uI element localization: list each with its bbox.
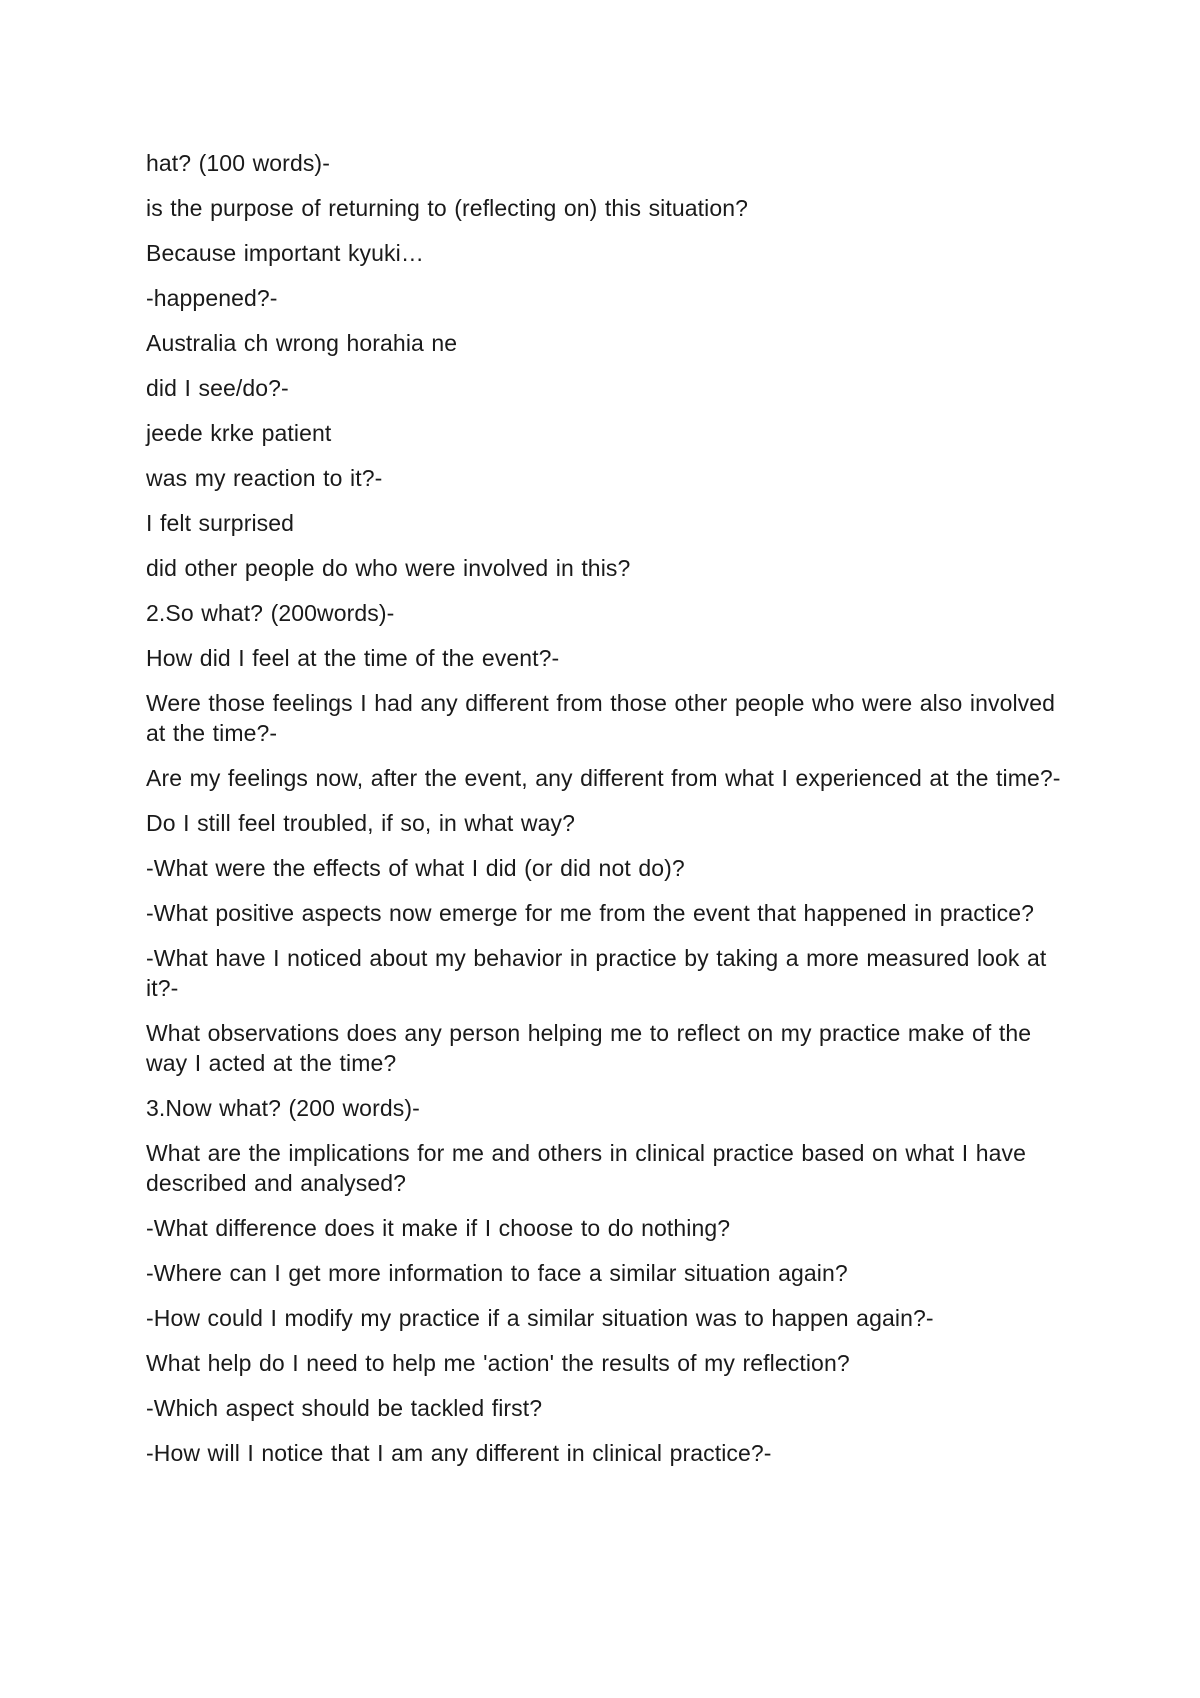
paragraph: was my reaction to it?- xyxy=(146,465,383,491)
paragraph: Do I still feel troubled, if so, in what way? xyxy=(146,810,575,836)
document-body xyxy=(146,148,1066,1483)
paragraph: -What were the effects of what I did (or did not do)? xyxy=(146,855,685,881)
paragraph: -Which aspect should be tackled first? xyxy=(146,1395,543,1421)
paragraph: -happened?- xyxy=(146,285,278,311)
paragraph: hat? (100 words)- xyxy=(146,150,330,176)
paragraph: Australia ch wrong horahia ne xyxy=(146,330,458,356)
paragraph: did other people do who were involved in this? xyxy=(146,555,631,581)
section-heading-now-what: 3.Now what? (200 words)- xyxy=(146,1095,420,1121)
paragraph: What observations does any person helping me to reflect on my practice make of the way I acted at the time? xyxy=(146,1020,1032,1076)
paragraph: -Where can I get more information to face a similar situation again? xyxy=(146,1260,848,1286)
paragraph: -What difference does it make if I choose to do nothing? xyxy=(146,1215,731,1241)
paragraph: How did I feel at the time of the event?- xyxy=(146,645,560,671)
paragraph: -How could I modify my practice if a similar situation was to happen again?- xyxy=(146,1305,934,1331)
paragraph: Because important kyuki… xyxy=(146,240,424,266)
paragraph: Were those feelings I had any different from those other people who were also involved at the time?- xyxy=(146,690,1056,746)
paragraph: -What positive aspects now emerge for me from the event that happened in practice? xyxy=(146,900,1034,926)
paragraph: What are the implications for me and others in clinical practice based on what I have described and analysed? xyxy=(146,1140,1027,1196)
paragraph: -How will I notice that I am any different in clinical practice?- xyxy=(146,1440,772,1466)
paragraph: is the purpose of returning to (reflecting on) this situation? xyxy=(146,195,749,221)
paragraph: I felt surprised xyxy=(146,510,295,536)
paragraph: did I see/do?- xyxy=(146,375,289,401)
paragraph: Are my feelings now, after the event, any different from what I experienced at the time?- xyxy=(146,765,1061,791)
paragraph: jeede krke patient xyxy=(146,420,332,446)
section-heading-so-what: 2.So what? (200words)- xyxy=(146,600,395,626)
paragraph: -What have I noticed about my behavior in practice by taking a more measured look at it?- xyxy=(146,945,1047,1001)
paragraph: What help do I need to help me 'action' the results of my reflection? xyxy=(146,1350,850,1376)
